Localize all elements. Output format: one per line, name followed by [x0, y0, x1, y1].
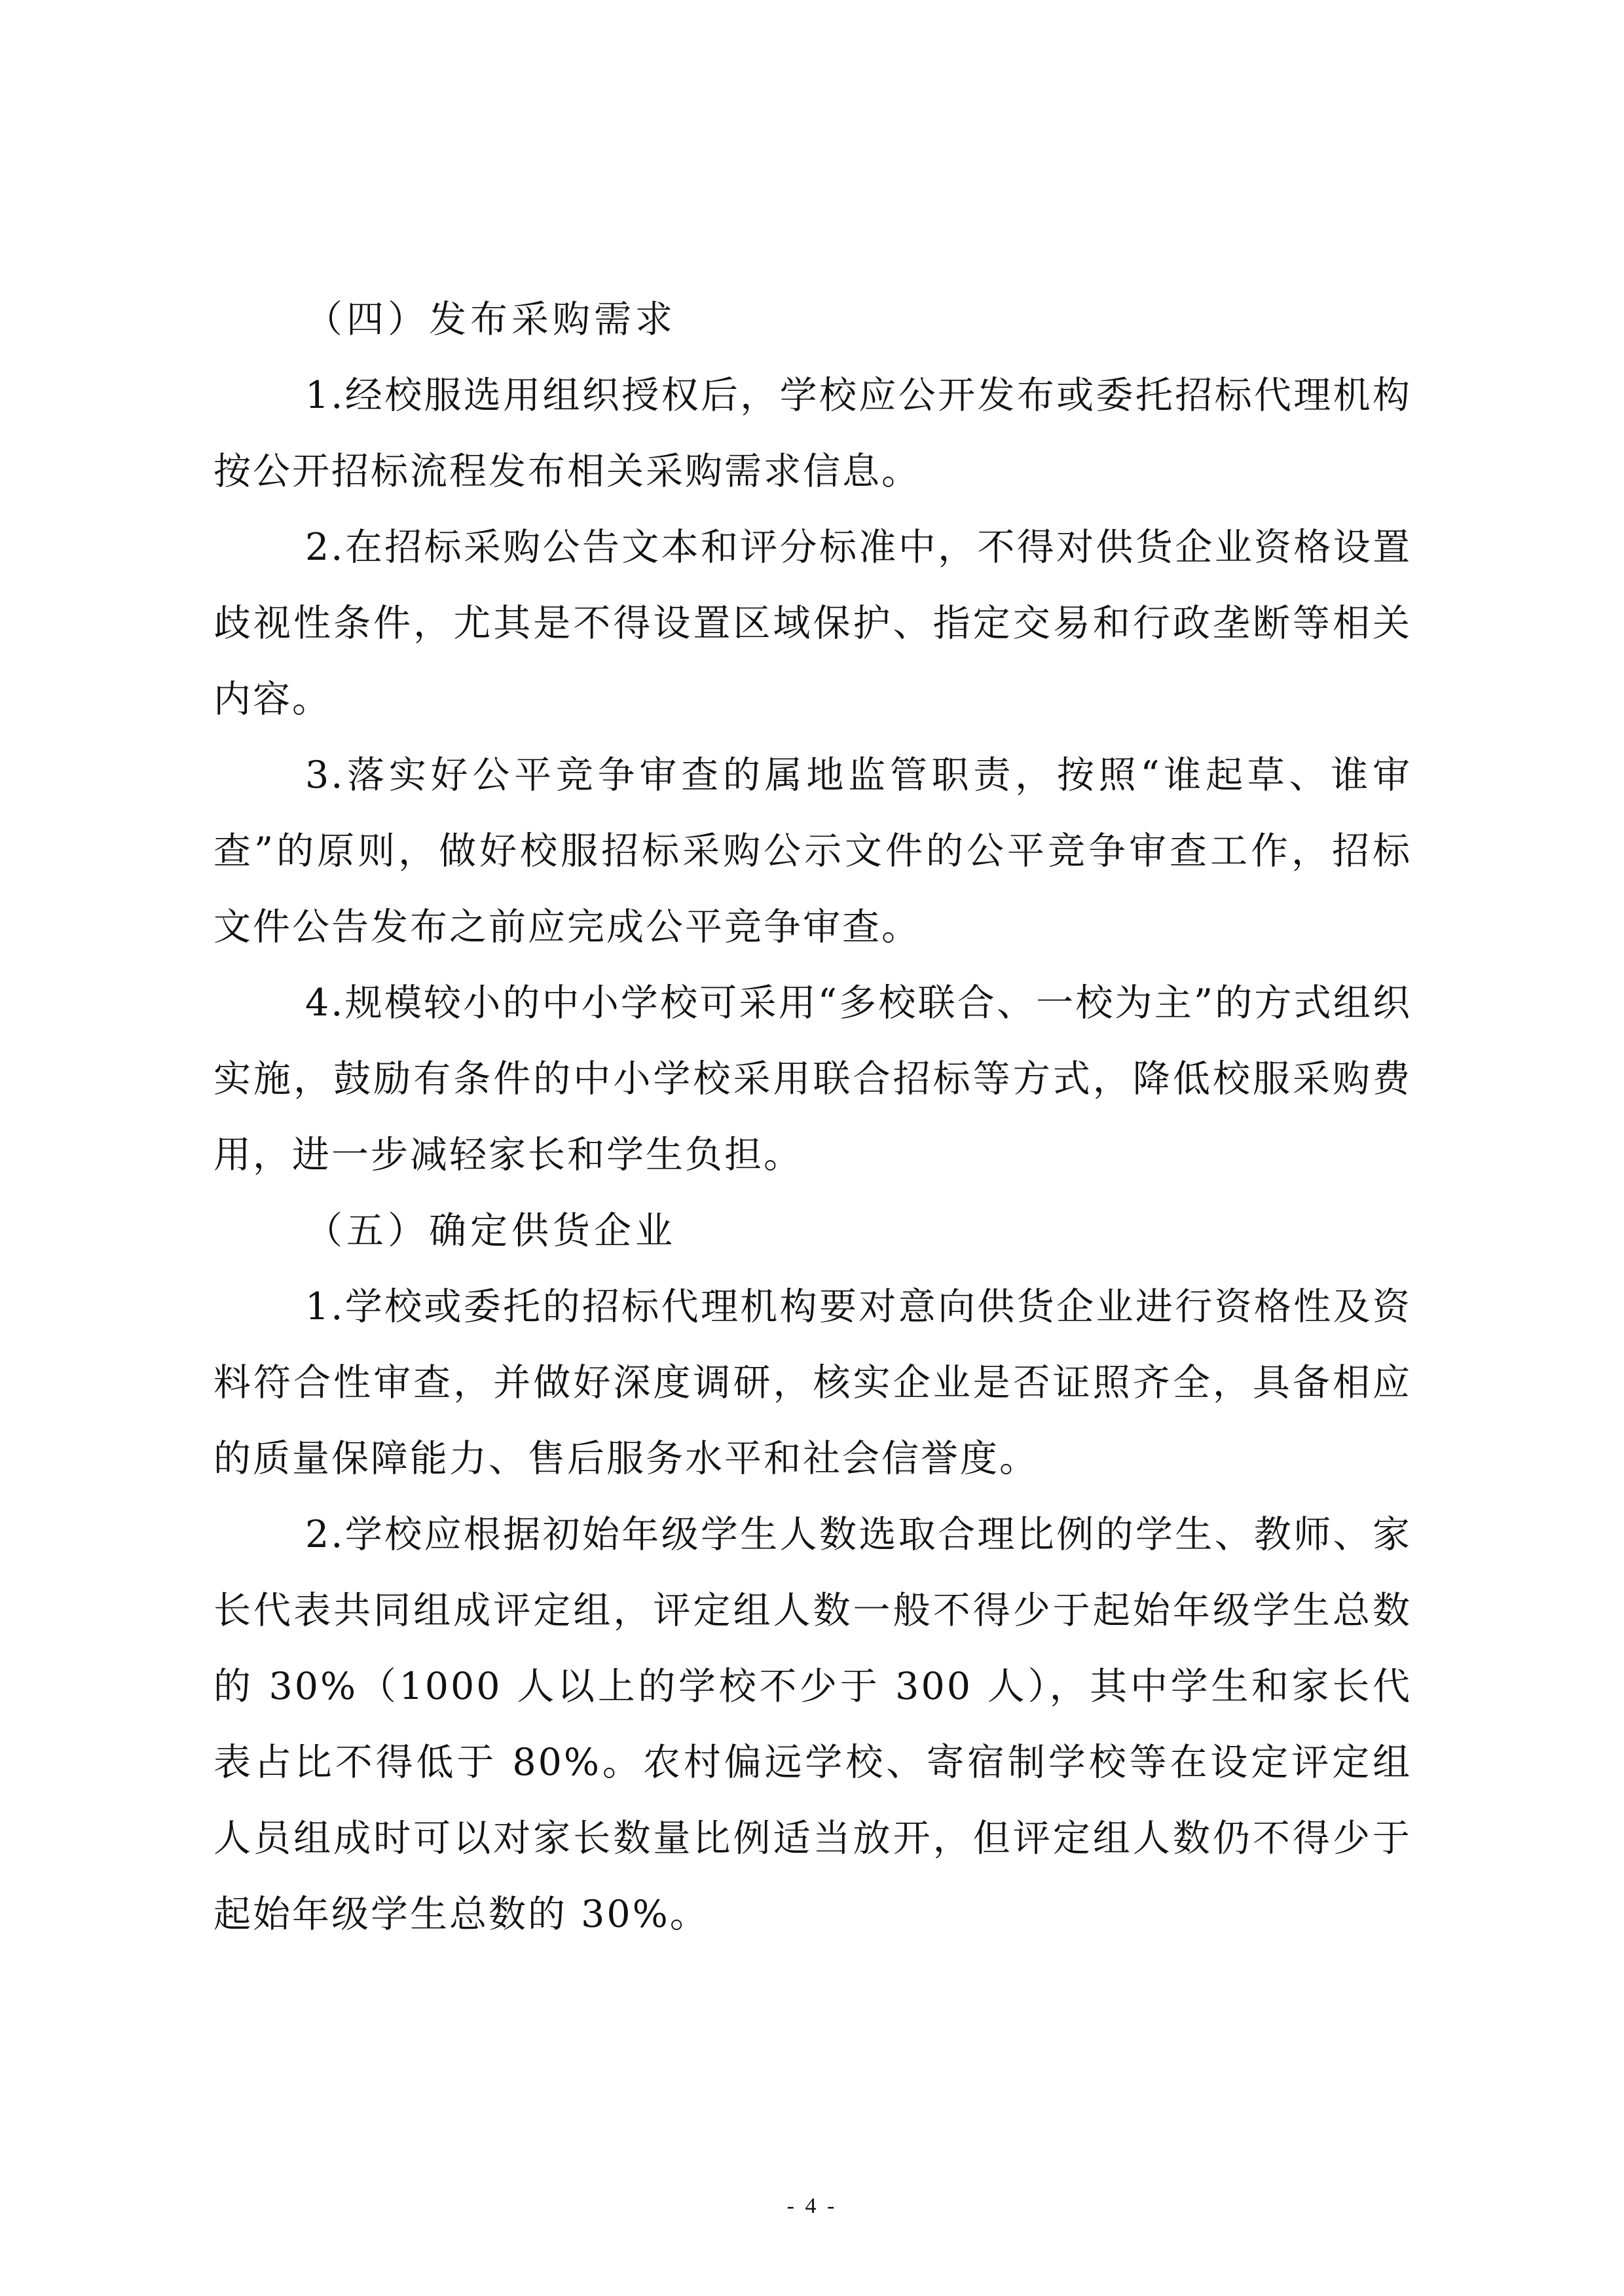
section-heading-procurement-release: （四）发布采购需求 — [305, 298, 676, 341]
page-number: - 4 - — [786, 2194, 838, 2218]
paragraph-procurement-3: 3.落实好公平竞争审查的属地监管职责，按照“谁起草、谁审查”的原则，做好校服招标采购公示文件的公平竞争审查工作，招标文件公告发布之前应完成公平竞争审查。 — [213, 754, 1412, 949]
document-body — [213, 282, 1412, 1952]
paragraph-supplier-1: 1.学校或委托的招标代理机构要对意向供货企业进行资格性及资料符合性审查，并做好深度调研，核实企业是否证照齐全，具备相应的质量保障能力、售后服务水平和社会信誉度。 — [213, 1285, 1412, 1480]
paragraph-procurement-2: 2.在招标采购公告文本和评分标准中，不得对供货企业资格设置歧视性条件，尤其是不得设置区域保护、指定交易和行政垄断等相关内容。 — [213, 526, 1412, 721]
paragraph-supplier-2: 2.学校应根据初始年级学生人数选取合理比例的学生、教师、家长代表共同组成评定组，评定组人数一般不得少于起始年级学生总数的 30%（1000 人以上的学校不少于 300 人），其中学生和家长代表占比不得低于 80%。农村偏远学校、寄宿制学校等在设定评定组人员组成时可以对家长数量比例适当放开，但评定组人数仍不得少于起始年级学生总数的 30%。 — [213, 1513, 1412, 1936]
paragraph-procurement-4: 4.规模较小的中小学校可采用“多校联合、一校为主”的方式组织实施，鼓励有条件的中小学校采用联合招标等方式，降低校服采购费用，进一步减轻家长和学生负担。 — [213, 981, 1412, 1176]
paragraph-procurement-1: 1.经校服选用组织授权后，学校应公开发布或委托招标代理机构按公开招标流程发布相关采购需求信息。 — [213, 374, 1412, 493]
section-heading-supplier-selection: （五）确定供货企业 — [305, 1209, 676, 1252]
